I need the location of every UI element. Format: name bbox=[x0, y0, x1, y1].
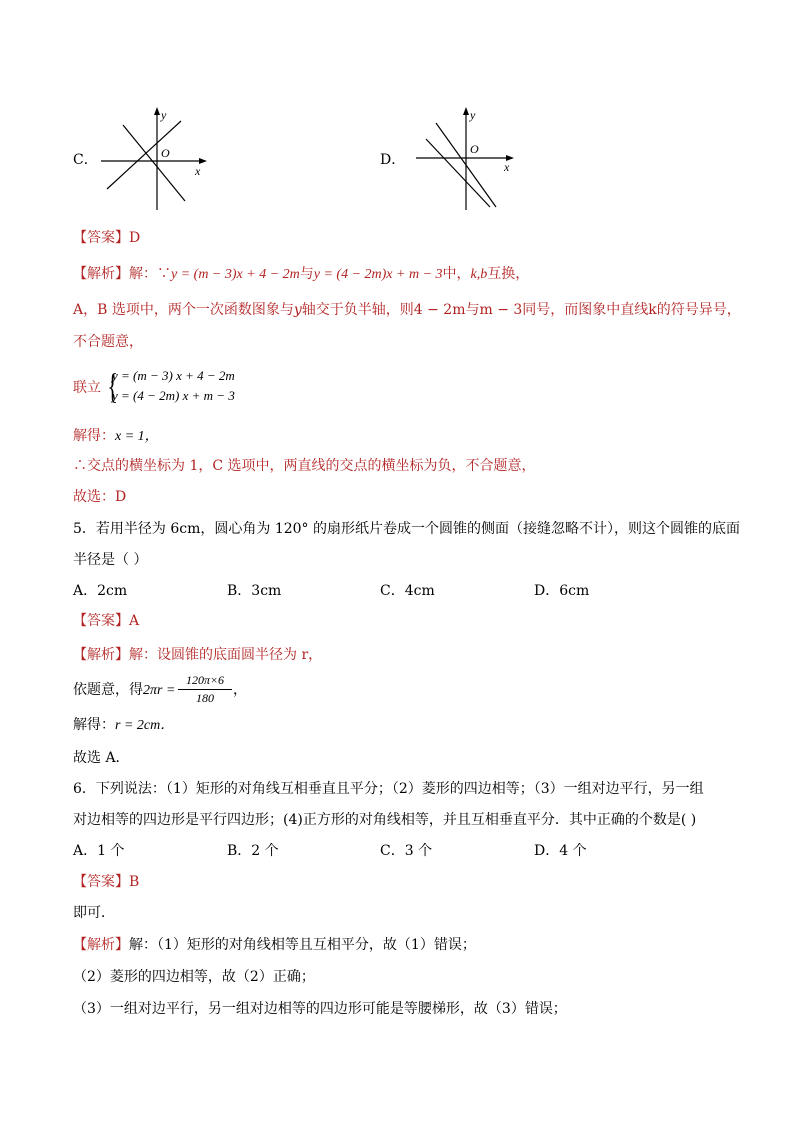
q6-stem-line-1: 6．下列说法：（1）矩形的对角线互相垂直且平分；（2）菱形的四边相等；（3）一组对边平行，另一组 bbox=[73, 781, 704, 797]
q4-solve-value: x = 1， bbox=[115, 429, 159, 444]
c-y-label: y bbox=[161, 108, 167, 122]
q4-eq1: y = (m − 3)x + 4 − 2m bbox=[171, 267, 300, 282]
option-d-label: D． bbox=[380, 152, 406, 168]
q5-analysis-tag: 【解析】 bbox=[73, 647, 129, 663]
q5-answer-value: A bbox=[129, 613, 140, 629]
q5-solve-value: r = 2cm． bbox=[115, 718, 175, 733]
q6-analysis-text-1: 解：（1）矩形的对角线相等且互相平分，故（1）错误； bbox=[129, 937, 476, 953]
q4-system bbox=[112, 366, 235, 406]
q4-analysis-line-3: 不合题意， bbox=[73, 334, 143, 350]
q4-system-eq2: y = (4 − 2m) x + m − 3 bbox=[112, 388, 235, 403]
option-d-graph bbox=[410, 105, 520, 215]
c-origin-label: O bbox=[161, 146, 170, 160]
q5-answer bbox=[73, 611, 139, 631]
q6-extra: 即可． bbox=[73, 905, 115, 921]
q4-system-label: 联立 bbox=[73, 380, 101, 396]
q5-solve-label: 解得： bbox=[73, 717, 115, 733]
q6-answer-value: B bbox=[129, 874, 140, 890]
q4-system-brace: { bbox=[107, 366, 118, 406]
q6-answer bbox=[73, 872, 139, 892]
d-origin-label: O bbox=[470, 142, 479, 156]
q4-solve-label: 解得： bbox=[73, 428, 115, 444]
q4-analysis-tag: 【解析】 bbox=[73, 266, 129, 282]
d-y-arrow bbox=[463, 107, 469, 115]
q5-analysis-text: 解：设圆锥的底面圆半径为 r， bbox=[129, 647, 323, 663]
q4-analysis-text-a: 解：∵ bbox=[129, 266, 171, 282]
q6-stem-line-2: 对边相等的四边形是平行四边形；(4)正方形的对角线相等，并且互相垂直平分．其中正确的个数是( ) bbox=[73, 812, 697, 828]
c-line-2 bbox=[123, 125, 185, 201]
q5-equation bbox=[73, 680, 175, 701]
d-y-label: y bbox=[470, 108, 476, 122]
q5-eq-tail: ， bbox=[233, 682, 247, 698]
q5-fraction bbox=[178, 672, 232, 706]
q5-analysis-line-1 bbox=[73, 645, 322, 665]
q6-analysis-line-3: （3）一组对边平行，另一组对边相等的四边形可能是等腰梯形，故（3）错误； bbox=[73, 1001, 567, 1017]
q5-eq-label: 依题意，得 bbox=[73, 682, 143, 698]
q4-eq2: y = (4 − 2m)x + m − 3 bbox=[313, 267, 443, 282]
q4-answer-value: D bbox=[129, 230, 141, 246]
q6-answer-tag: 【答案】 bbox=[73, 874, 129, 890]
q5-option-c: C．4cm bbox=[380, 583, 435, 599]
q5-option-d: D．6cm bbox=[534, 583, 590, 599]
q4-analysis-text-d: 互换， bbox=[487, 266, 530, 282]
q4-choose-value: D bbox=[115, 489, 127, 505]
q6-analysis-line-2: （2）菱形的四边相等，故（2）正确； bbox=[73, 969, 315, 985]
q4-answer bbox=[73, 228, 140, 248]
q4-analysis-text-c: 中， bbox=[442, 266, 471, 282]
q5-fraction-numerator: 120π×6 bbox=[178, 672, 232, 690]
option-c-graph bbox=[95, 105, 215, 215]
q6-analysis-line-1 bbox=[73, 935, 476, 955]
c-x-label: x bbox=[195, 164, 201, 178]
q5-choose: 故选 A． bbox=[73, 750, 130, 766]
q5-stem-line-1: 5．若用半径为 6cm，圆心角为 120° 的扇形纸片卷成一个圆锥的侧面（接缝忽略不计），则这个圆锥的底面 bbox=[73, 521, 741, 537]
q5-answer-tag: 【答案】 bbox=[73, 613, 129, 629]
q4-system-eq1: y = (m − 3) x + 4 − 2m bbox=[112, 368, 235, 383]
q5-solve bbox=[73, 715, 174, 736]
q6-option-d: D．4 个 bbox=[534, 843, 587, 859]
d-line-2 bbox=[426, 139, 490, 207]
q5-fraction-denominator: 180 bbox=[196, 691, 214, 705]
c-y-arrow bbox=[154, 107, 160, 115]
q4-analysis-text-b: 与 bbox=[299, 266, 314, 282]
q4-choose bbox=[73, 487, 126, 507]
q4-analysis-line-1 bbox=[73, 264, 529, 285]
q6-analysis-tag: 【解析】 bbox=[73, 937, 129, 953]
q5-stem-line-2: 半径是（ ） bbox=[73, 552, 148, 568]
q4-kb: k,b bbox=[470, 267, 488, 282]
q6-option-c: C．3 个 bbox=[380, 843, 433, 859]
q4-solve bbox=[73, 426, 159, 447]
q5-eq-lhs: 2πr = bbox=[143, 683, 176, 698]
d-x-label: x bbox=[504, 160, 510, 174]
q4-answer-tag: 【答案】 bbox=[73, 230, 129, 246]
q4-choose-label: 故选： bbox=[73, 489, 115, 505]
q6-option-a: A．1 个 bbox=[73, 843, 125, 859]
c-line-1 bbox=[107, 121, 181, 189]
option-c-label: C． bbox=[73, 152, 98, 168]
q6-option-b: B．2 个 bbox=[227, 843, 279, 859]
q4-analysis-line-4: ∴交点的横坐标为 1，C 选项中，两直线的交点的横坐标为负，不合题意， bbox=[73, 458, 536, 474]
q4-analysis-line-2: A，B 选项中，两个一次函数图象与𝑦轴交于负半轴，则4 − 2m与m − 3同号，而图象中直线k的符号异号， bbox=[73, 302, 741, 318]
q5-option-a: A．2cm bbox=[73, 583, 128, 599]
q5-option-b: B．3cm bbox=[227, 583, 282, 599]
